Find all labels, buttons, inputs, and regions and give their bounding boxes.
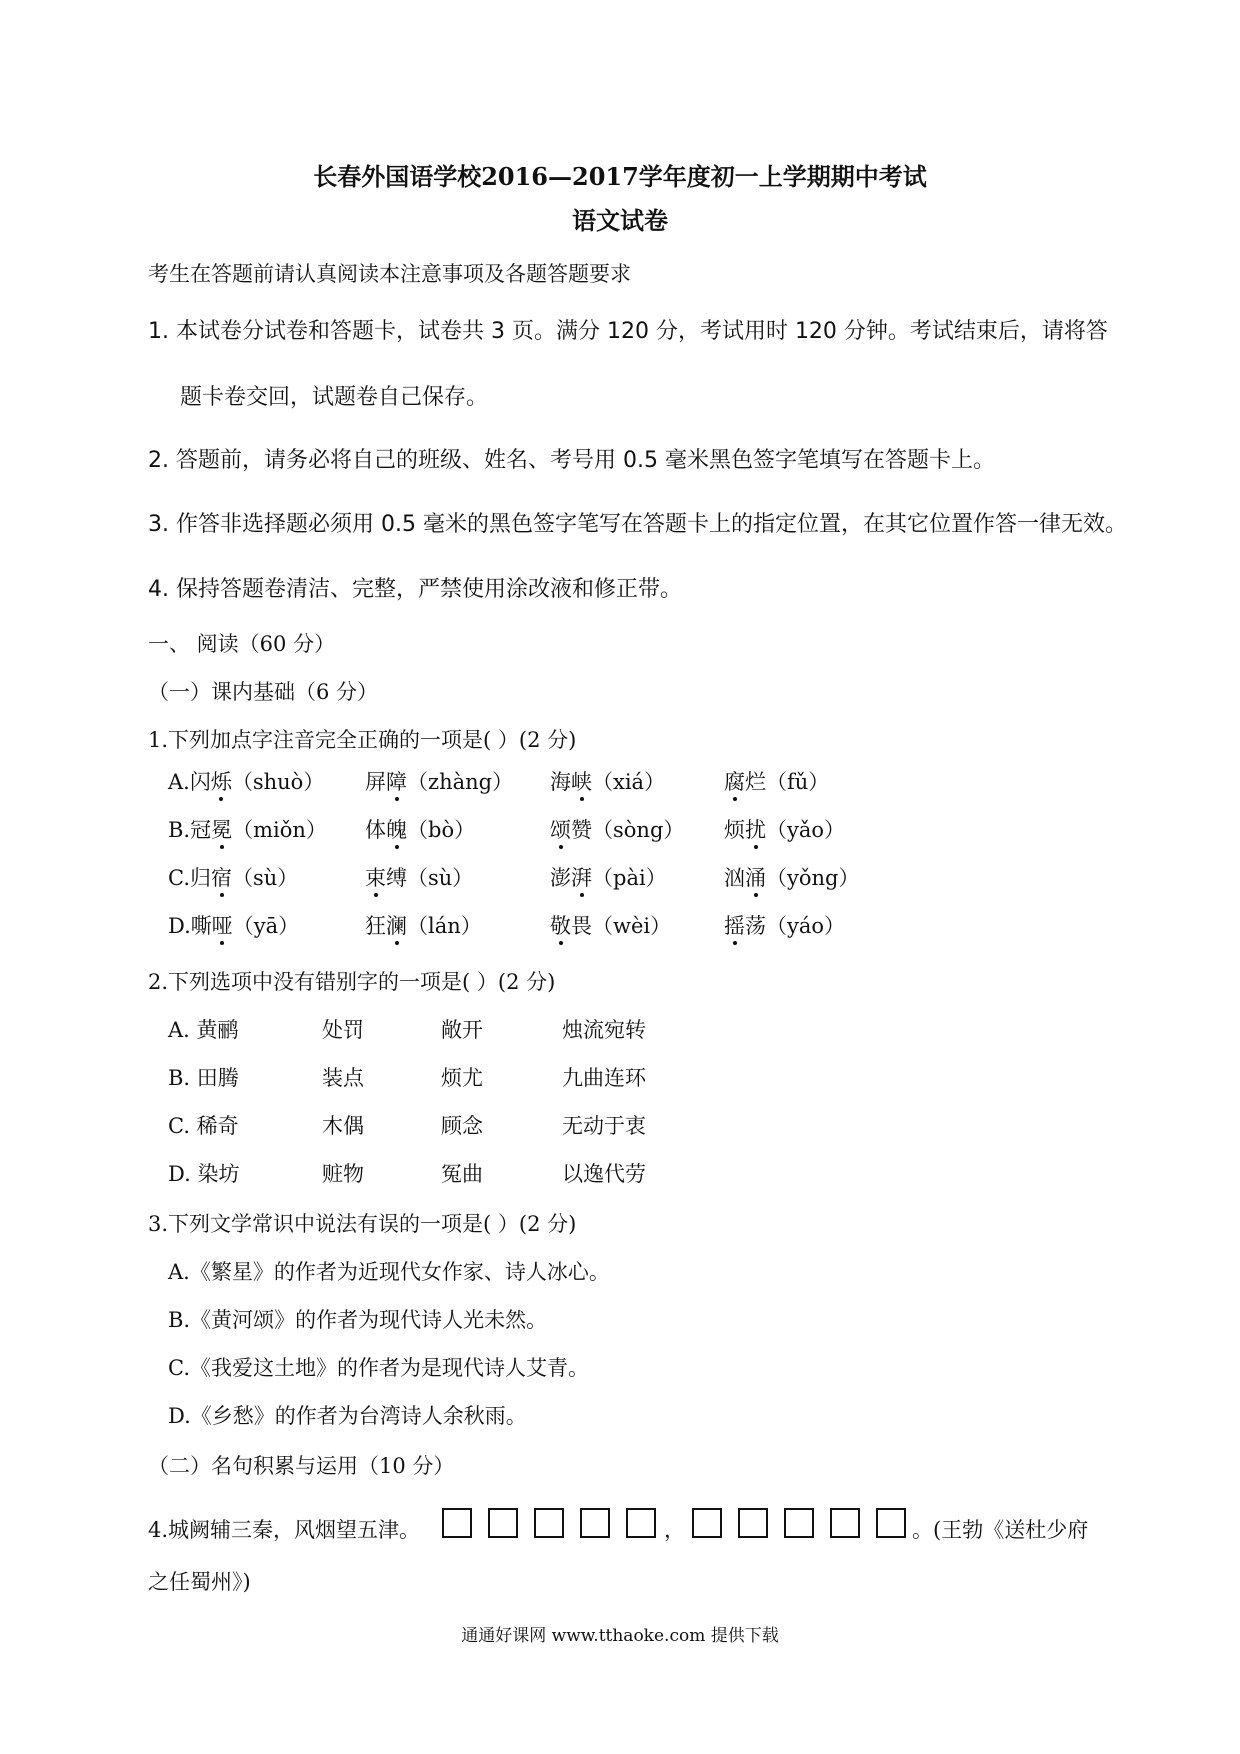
q2-option-c-word-2: 木偶 xyxy=(322,1114,364,1138)
q2-option-b-word-4: 九曲连环 xyxy=(562,1066,646,1090)
q2-option-d-word-3: 冤曲 xyxy=(441,1162,483,1186)
answer-box-10[interactable] xyxy=(876,1508,906,1538)
notice-item-2: 2. 答题前，请务必将自己的班级、姓名、考号用 0.5 毫米黑色签字笔填写在答题卡上。 xyxy=(148,448,995,473)
q1-option-b-word-2: 体魄（bò） xyxy=(365,814,475,844)
exam-subtitle: 语文试卷 xyxy=(572,206,668,235)
q2-option-a-word-4: 烛流宛转 xyxy=(562,1018,646,1042)
answer-box-7[interactable] xyxy=(738,1508,768,1538)
q3-option-d: D.《乡愁》的作者为台湾诗人余秋雨。 xyxy=(168,1404,527,1428)
q2-option-b-word-3: 烦尤 xyxy=(441,1066,483,1090)
part-1-title: （一）课内基础（6 分） xyxy=(148,680,379,704)
notice-item-4: 4. 保持答题卷清洁、完整，严禁使用涂改液和修正带。 xyxy=(148,577,682,602)
q1-option-d-word-1: D.嘶哑（yā） xyxy=(168,910,299,940)
q2-option-c-word-3: 顾念 xyxy=(441,1114,483,1138)
answer-box-9[interactable] xyxy=(830,1508,860,1538)
part-2-title: （二）名句积累与运用（10 分） xyxy=(148,1454,455,1478)
answer-box-2[interactable] xyxy=(488,1508,518,1538)
q1-option-a-word-3: 海峡（xiá） xyxy=(550,766,665,796)
q1-option-c-word-2: 束缚（sù） xyxy=(365,862,473,892)
q1-option-d-word-4: 摇荡（yáo） xyxy=(724,910,845,940)
question-4-source: 。(王勃《送杜少府 xyxy=(912,1518,1089,1542)
question-4-source-cont: 之任蜀州》) xyxy=(148,1570,251,1594)
q2-option-a-word-2: 处罚 xyxy=(322,1018,364,1042)
q3-option-a: A.《繁星》的作者为近现代女作家、诗人冰心。 xyxy=(168,1260,610,1284)
q3-option-b: B.《黄河颂》的作者为现代诗人光未然。 xyxy=(168,1308,548,1332)
q2-option-a-word-3: 敞开 xyxy=(441,1018,483,1042)
q1-option-d-word-2: 狂澜（lán） xyxy=(365,910,482,940)
q1-option-c-word-1: C.归宿（sù） xyxy=(168,862,298,892)
q1-option-a-word-2: 屏障（zhàng） xyxy=(365,766,513,796)
q3-option-c: C.《我爱这土地》的作者为是现代诗人艾青。 xyxy=(168,1356,589,1380)
q2-option-d-word-4: 以逸代劳 xyxy=(562,1162,646,1186)
q2-option-b-word-2: 装点 xyxy=(322,1066,364,1090)
question-4-lead: 4.城阙辅三秦，风烟望五津。 xyxy=(148,1518,421,1542)
q1-option-b-word-1: B.冠冕（miǒn） xyxy=(168,814,327,844)
q2-option-b-word-1: B. 田腾 xyxy=(168,1066,239,1090)
notice-intro: 考生在答题前请认真阅读本注意事项及各题答题要求 xyxy=(148,262,631,286)
question-3-stem: 3.下列文学常识中说法有误的一项是( ）(2 分) xyxy=(148,1212,577,1236)
notice-item-1-cont: 题卡卷交回，试题卷自己保存。 xyxy=(180,385,489,410)
page-footer: 通通好课网 www.tthaoke.com 提供下载 xyxy=(461,1626,779,1646)
answer-box-8[interactable] xyxy=(784,1508,814,1538)
answer-box-4[interactable] xyxy=(580,1508,610,1538)
question-4-comma: ， xyxy=(664,1518,685,1542)
answer-box-3[interactable] xyxy=(534,1508,564,1538)
q2-option-c-word-1: C. 稀奇 xyxy=(168,1114,239,1138)
answer-box-1[interactable] xyxy=(442,1508,472,1538)
answer-box-5[interactable] xyxy=(626,1508,656,1538)
q1-option-b-word-3: 颂赞（sòng） xyxy=(550,814,684,844)
q2-option-a-word-1: A. 黄鹂 xyxy=(168,1018,239,1042)
q1-option-b-word-4: 烦扰（yǎo） xyxy=(724,814,845,844)
q1-option-d-word-3: 敬畏（wèi） xyxy=(550,910,671,940)
notice-item-1: 1. 本试卷分试卷和答题卡，试卷共 3 页。满分 120 分，考试用时 120 分钟。考试结束后，请将答 xyxy=(148,319,1108,344)
section-reading-title: 一、 阅读（60 分） xyxy=(148,632,336,656)
exam-title: 长春外国语学校2016—2017学年度初一上学期期中考试 xyxy=(313,162,927,191)
notice-item-3: 3. 作答非选择题必须用 0.5 毫米的黑色签字笔写在答题卡上的指定位置，在其它位置作答一律无效。 xyxy=(148,512,1127,537)
q2-option-d-word-2: 赃物 xyxy=(322,1162,364,1186)
question-2-stem: 2.下列选项中没有错别字的一项是( ）(2 分) xyxy=(148,970,556,994)
q1-option-a-word-4: 腐烂（fǔ） xyxy=(724,766,829,796)
answer-box-6[interactable] xyxy=(692,1508,722,1538)
q2-option-c-word-4: 无动于衷 xyxy=(562,1114,646,1138)
q2-option-d-word-1: D. 染坊 xyxy=(168,1162,240,1186)
q1-option-c-word-3: 澎湃（pài） xyxy=(550,862,667,892)
question-1-stem: 1.下列加点字注音完全正确的一项是( ）(2 分) xyxy=(148,728,577,752)
q1-option-a-word-1: A.闪烁（shuò） xyxy=(168,766,324,796)
q1-option-c-word-4: 汹涌（yǒng） xyxy=(724,862,859,892)
